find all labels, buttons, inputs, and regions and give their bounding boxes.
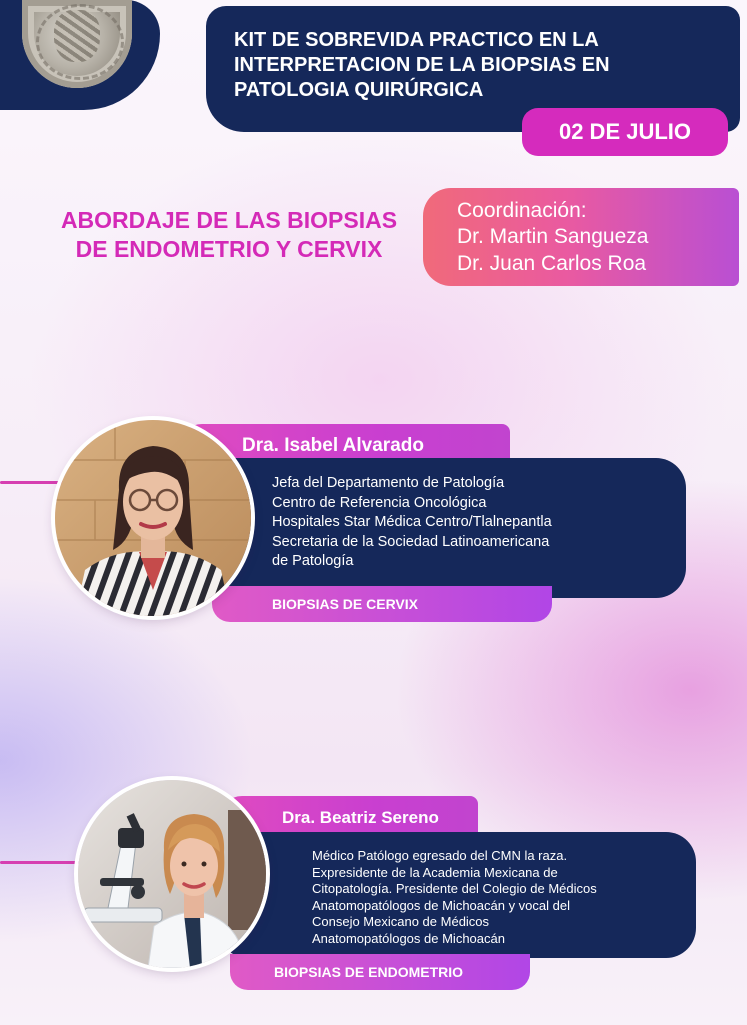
portrait-image xyxy=(78,780,266,968)
speaker-bio-line: Hospitales Star Médica Centro/Tlalnepantla xyxy=(272,514,552,530)
session-title: ABORDAJE DE LAS BIOPSIAS DE ENDOMETRIO Y CERVIX xyxy=(60,207,398,262)
speaker-bio-line: de Patología xyxy=(272,553,354,569)
event-date-badge: 02 DE JULIO xyxy=(522,108,728,156)
speaker-bio-line: Médico Patólogo egresado del CMN la raza. xyxy=(312,848,568,863)
speaker-topic-tab xyxy=(212,586,552,622)
speaker-bio-line: Anatomopatólogos de Michoacán xyxy=(312,930,505,946)
speaker-bio-line: Citopatología. Presidente del Colegio de Médicos xyxy=(312,881,597,896)
speaker-bio-line: Secretaria de la Sociedad Latinoamericana xyxy=(272,533,550,550)
coordinator-name: Dr. Martin Sangueza xyxy=(457,225,649,248)
coordination-box xyxy=(423,188,739,286)
speaker-bio-line: Jefa del Departamento de Patología xyxy=(272,475,505,491)
speaker-topic: BIOPSIAS DE ENDOMETRIO xyxy=(274,964,464,980)
speaker-photo xyxy=(78,780,266,968)
speaker-topic: BIOPSIAS DE CERVIX xyxy=(272,596,419,612)
speaker-bio-box xyxy=(218,832,696,958)
speaker-bio-line: Expresidente de la Academia Mexicana de xyxy=(312,864,558,880)
speaker-name: Dra. Isabel Alvarado xyxy=(242,435,424,456)
speaker-photo xyxy=(55,420,251,616)
speaker-bio-line: Anatomopatólogos de Michoacán y vocal del xyxy=(312,897,570,913)
speaker-topic-tab xyxy=(230,954,530,990)
coordination-label: Coordinación: xyxy=(457,199,587,222)
portrait-image xyxy=(55,420,251,616)
speaker-name: Dra. Beatriz Sereno xyxy=(282,808,439,827)
speaker-bio-box xyxy=(180,458,686,598)
speaker-bio-line: Consejo Mexicano de Médicos xyxy=(312,914,490,929)
event-title: KIT DE SOBREVIDA PRACTICO EN LA INTERPRETACION DE LA BIOPSIAS EN PATOLOGIA QUIRÚRGICA xyxy=(234,29,610,101)
coordinator-name: Dr. Juan Carlos Roa xyxy=(457,252,647,275)
speaker-bio-line: Centro de Referencia Oncológica xyxy=(272,494,487,511)
